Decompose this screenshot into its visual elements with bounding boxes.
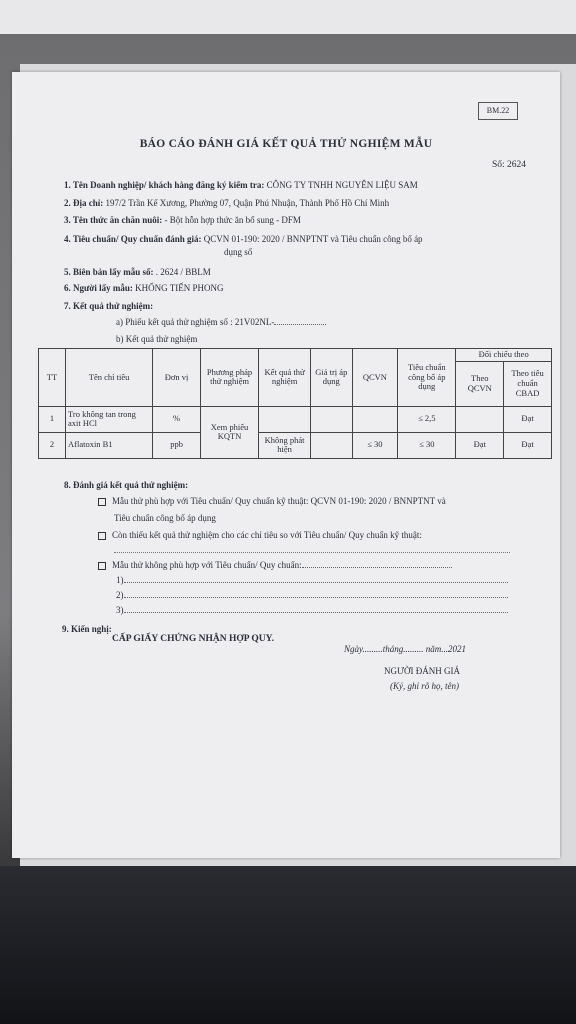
- customer-value: CÔNG TY TNHH NGUYÊN LIỆU SAM: [266, 180, 418, 190]
- feed-value: - Bột hỗn hợp thức ăn bổ sung - DFM: [164, 215, 301, 225]
- option-1-text-cont: Tiêu chuẩn công bố áp dụng: [114, 513, 216, 523]
- header-compare: Đối chiếu theo: [456, 349, 552, 362]
- address-value: 197/2 Trần Kế Xương, Phường 07, Quận Phú Nhuận, Thành Phố Hồ Chí Minh: [105, 198, 390, 208]
- cell-applied: [311, 406, 353, 432]
- cell-method: Xem phiếu KQTN: [200, 406, 258, 458]
- cell-by-cbad: Đạt: [504, 406, 552, 432]
- option-1-text: Mẫu thử phù hợp với Tiêu chuẩn/ Quy chuẩn kỹ thuật: QCVN 01-190: 2020 / BNNPTNT và: [112, 496, 446, 506]
- sub-item-1-label: 1): [116, 575, 124, 585]
- assessment-option-1: [98, 496, 446, 506]
- assessment-label: 8. Đánh giá kết quả thử nghiệm:: [64, 480, 189, 490]
- sub-item-2: [116, 590, 508, 600]
- header-result: Kết quả thử nghiệm: [259, 349, 311, 407]
- recommendation-heading: [62, 624, 112, 634]
- signature-note: (Ký, ghi rõ họ, tên): [390, 681, 459, 691]
- result-table-label: b) Kết quả thử nghiệm: [116, 334, 198, 344]
- cell-no: 2: [39, 432, 66, 458]
- table-header-row: [39, 349, 552, 362]
- cell-applied: [311, 432, 353, 458]
- recommendation-value: CẤP GIẤY CHỨNG NHẬN HỢP QUY.: [112, 634, 275, 644]
- signature-role: NGƯỜI ĐÁNH GIÁ: [384, 666, 460, 676]
- header-by-qcvn: Theo QCVN: [456, 361, 504, 406]
- cell-by-cbad: Đạt: [504, 432, 552, 458]
- cell-by-qcvn: [456, 406, 504, 432]
- header-by-cbad: Theo tiêu chuẩn CBAD: [504, 361, 552, 406]
- results-heading: [64, 301, 153, 311]
- dark-floor: [0, 866, 576, 1024]
- sampler-value: KHỔNG TIẾN PHONG: [135, 283, 224, 293]
- cell-unit: ppb: [153, 432, 201, 458]
- sampler-label: 6. Người lấy mẫu:: [64, 283, 133, 293]
- feed-line: [64, 215, 301, 225]
- header-criteria: Tên chỉ tiêu: [65, 349, 152, 407]
- result-sheet-value: 21V02NL-: [234, 317, 275, 327]
- cell-result: Không phát hiện: [259, 432, 311, 458]
- report-number: Số: 2624: [492, 160, 527, 170]
- sub-item-3-label: 3): [116, 605, 124, 615]
- cell-by-qcvn: Đạt: [456, 432, 504, 458]
- cell-criteria: Aflatoxin B1: [65, 432, 152, 458]
- checkbox-conforming[interactable]: [98, 498, 106, 506]
- cell-result: [259, 406, 311, 432]
- header-qcvn: QCVN: [352, 349, 398, 407]
- cell-declared: ≤ 30: [398, 432, 456, 458]
- option-3-text: Mẫu thử không phù hợp với Tiêu chuẩn/ Quy chuẩn:: [112, 560, 302, 570]
- cell-no: 1: [39, 406, 66, 432]
- option-2-text: Còn thiếu kết quả thử nghiệm cho các chỉ tiêu so với Tiêu chuẩn/ Quy chuẩn kỹ thuật:: [112, 530, 422, 540]
- standard-value-cont: dụng số: [224, 247, 253, 257]
- sampling-value: . 2624 / BBLM: [155, 267, 211, 277]
- customer-line: [64, 180, 418, 190]
- header-applied: Giá trị áp dụng: [311, 349, 353, 407]
- standard-line: [64, 234, 423, 244]
- cell-criteria: Tro không tan trong axit HCl: [65, 406, 152, 432]
- sub-item-2-label: 2): [116, 590, 124, 600]
- checkbox-missing-results[interactable]: [98, 532, 106, 540]
- report-title: BÁO CÁO ĐÁNH GIÁ KẾT QUẢ THỬ NGHIỆM MẪU: [139, 138, 433, 150]
- dotted-line: [114, 552, 510, 553]
- cell-qcvn: ≤ 30: [352, 432, 398, 458]
- assessment-heading: [64, 480, 188, 490]
- table-row: [39, 406, 552, 432]
- results-label: 7. Kết quả thử nghiệm:: [64, 301, 154, 311]
- header-declared: Tiêu chuẩn công bố áp dụng: [398, 349, 456, 407]
- header-unit: Đơn vị: [153, 349, 201, 407]
- cell-qcvn: [352, 406, 398, 432]
- sub-item-2-dots: [124, 597, 508, 598]
- address-label: 2. Địa chỉ:: [64, 198, 104, 208]
- results-table: [38, 348, 552, 459]
- recommendation-label: 9. Kiến nghị:: [62, 624, 112, 634]
- header-no: TT: [39, 349, 66, 407]
- table-row: [39, 432, 552, 458]
- assessment-option-2: [98, 530, 422, 540]
- sub-item-1-dots: [124, 582, 508, 583]
- report-page: [12, 72, 560, 858]
- sampler-line: [64, 283, 223, 293]
- cell-unit: %: [153, 406, 201, 432]
- standard-label: 4. Tiêu chuẩn/ Quy chuẩn đánh giá:: [64, 234, 202, 244]
- checkbox-nonconforming[interactable]: [98, 562, 106, 570]
- cell-declared: ≤ 2,5: [398, 406, 456, 432]
- sampling-line: [64, 267, 211, 277]
- feed-label: 3. Tên thức ăn chăn nuôi:: [64, 215, 163, 225]
- customer-label: 1. Tên Doanh nghiệp/ khách hàng đăng ký kiểm tra:: [64, 180, 265, 190]
- assessment-option-3: [98, 560, 452, 570]
- sub-item-1: [116, 575, 508, 585]
- result-sheet-dots: [274, 324, 326, 325]
- sub-item-3: [116, 605, 508, 615]
- header-method: Phương pháp thử nghiệm: [200, 349, 258, 407]
- address-line: [64, 198, 389, 208]
- standard-value: QCVN 01-190: 2020 / BNNPTNT và Tiêu chuẩn công bố áp: [203, 234, 423, 244]
- background-sheet-top: [0, 0, 576, 34]
- sampling-label: 5. Biên bản lấy mẫu số:: [64, 267, 154, 277]
- form-code-box: BM.22: [478, 102, 518, 120]
- result-sheet-line: [116, 317, 326, 327]
- result-sheet-label: a) Phiếu kết quả thử nghiệm số :: [116, 317, 233, 327]
- sub-item-3-dots: [124, 612, 508, 613]
- signature-date: Ngày.........tháng......... năm...2021: [344, 644, 467, 654]
- option-3-dots: [302, 567, 452, 568]
